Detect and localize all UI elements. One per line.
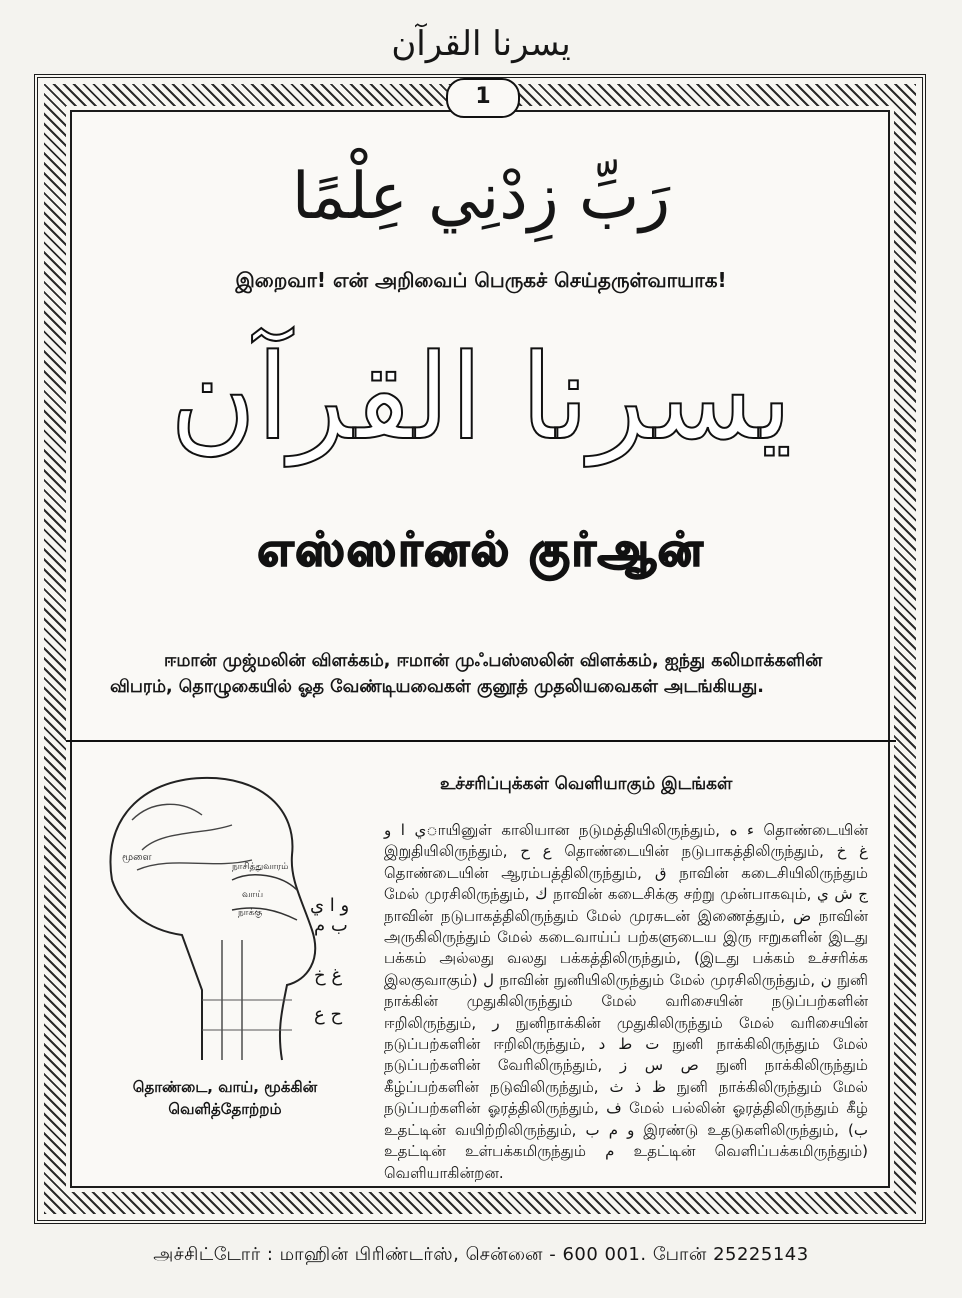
letters-3: غ خ	[314, 965, 343, 986]
tamil-main-title: எஸ்ஸர்னல் குர்ஆன்	[257, 522, 705, 576]
description-text: ஈமான் முஜ்மலின் விளக்கம், ஈமான் முஃபஸ்ஸலின் விளக்கம், ஐந்து கலிமாக்களின் விபரம், தொழுகையில் ஓத வேண்டியவைகள் குனூத் முதலியவைகள் அடங்கியது.	[110, 651, 823, 697]
section-divider	[66, 740, 896, 742]
letters-4: ح ع	[314, 1004, 343, 1025]
label-brain: மூளை	[122, 852, 152, 863]
letters-1: و ا ي	[310, 895, 350, 916]
header-arabic-title: يسرنا القرآن	[391, 24, 571, 64]
label-nasal: நாசித்துவாரம்	[232, 862, 289, 872]
articulation-body-text: ي ا وாயினுள் காலியான நடுமத்தியிலிருந்தும், ء ه தொண்டையின் இறுதியிலிருந்தும், ع ح தொண்டையின் நடுபாகத்திலிருந்தும், غ خ தொண்டையின் ஆரம்பத்திலிருந்தும், ق நாவின் கடைசியிலிருந்தும் மேல் முரசிலிருந்தும், ك நாவின் கடைசிக்கு சற்று முன்பாகவும், ج ش ي நாவின் நடுபாகத்திலிருந்தும் மேல் முரசுடன் இணைத்தும், ض நாவின் அருகிலிருந்தும் மேல் கடைவாய்ப் பற்களுடைய இரு ஈறுகளின் இடது பக்கம் அல்லது வலது பக்கத்திலிருந்தும், (இடது பக்கம் உச்சரிக்க இலகுவாகும்) ل நாவின் நுனியிலிருந்தும் மேல் முரசிலிருந்தும், ن நுனி நாக்கின் முதுகிலிருந்தும் மேல் வரிசையின் நடுப்பற்களின் ஈறிலிருந்தும், ر நுனிநாக்கின் முதுகிலிருந்தும் மேல் வரிசையின் நடுப்பற்களின் ஈறிலிருந்தும், ت ط د நுனி நாக்கிலிருந்தும் மேல் நடுப்பற்களின் வேரிலிருந்தும், ص س ز நுனி நாக்கிலிருந்தும் கீழ்ப்பற்களின் நடுவிலிருந்தும், ظ ذ ث நுனி நாக்கிலிருந்தும் மேல் நடுப்பற்களின் ஓரத்திலிருந்தும், ف மேல் பல்லின் ஓரத்திலிருந்தும் கீழ் உதட்டின் வயிற்றிலிருந்தும், و م ب இரண்டு உதடுகளிலிருந்தும், (ب உதட்டின் உள்பக்கமிருந்தும் م உதட்டின் வெளிப்பக்கமிருந்தும்) வெளியாகின்றன.	[384, 821, 869, 1182]
label-tongue: நாக்கு	[238, 908, 263, 918]
arabic-main-title: يسرنا القرآن	[169, 328, 793, 466]
book-description	[110, 648, 870, 700]
tamil-prayer: இறைவா! என் அறிவைப் பெருகச் செய்தருள்வாயாக!	[235, 268, 727, 292]
section-heading: உச்சரிப்புக்கள் வெளியாகும் இடங்கள்	[440, 774, 733, 794]
caption-line-2: வெளித்தோற்றம்	[168, 1100, 282, 1118]
head-cross-section-diagram	[92, 760, 352, 1070]
page-number-badge: 1	[446, 78, 520, 118]
letters-2: ب م	[314, 915, 348, 936]
label-mouth: வாய்	[242, 890, 264, 900]
arabic-prayer: رَبِّ زِدْنِي عِلْمًا	[291, 160, 671, 234]
diagram-caption	[80, 1076, 370, 1120]
caption-line-1: தொண்டை, வாய், மூக்கின்	[132, 1078, 318, 1096]
printer-footer: அச்சிட்டோர் : மாஹின் பிரிண்டர்ஸ், சென்னை - 600 001. போன் 25225143	[153, 1244, 809, 1265]
